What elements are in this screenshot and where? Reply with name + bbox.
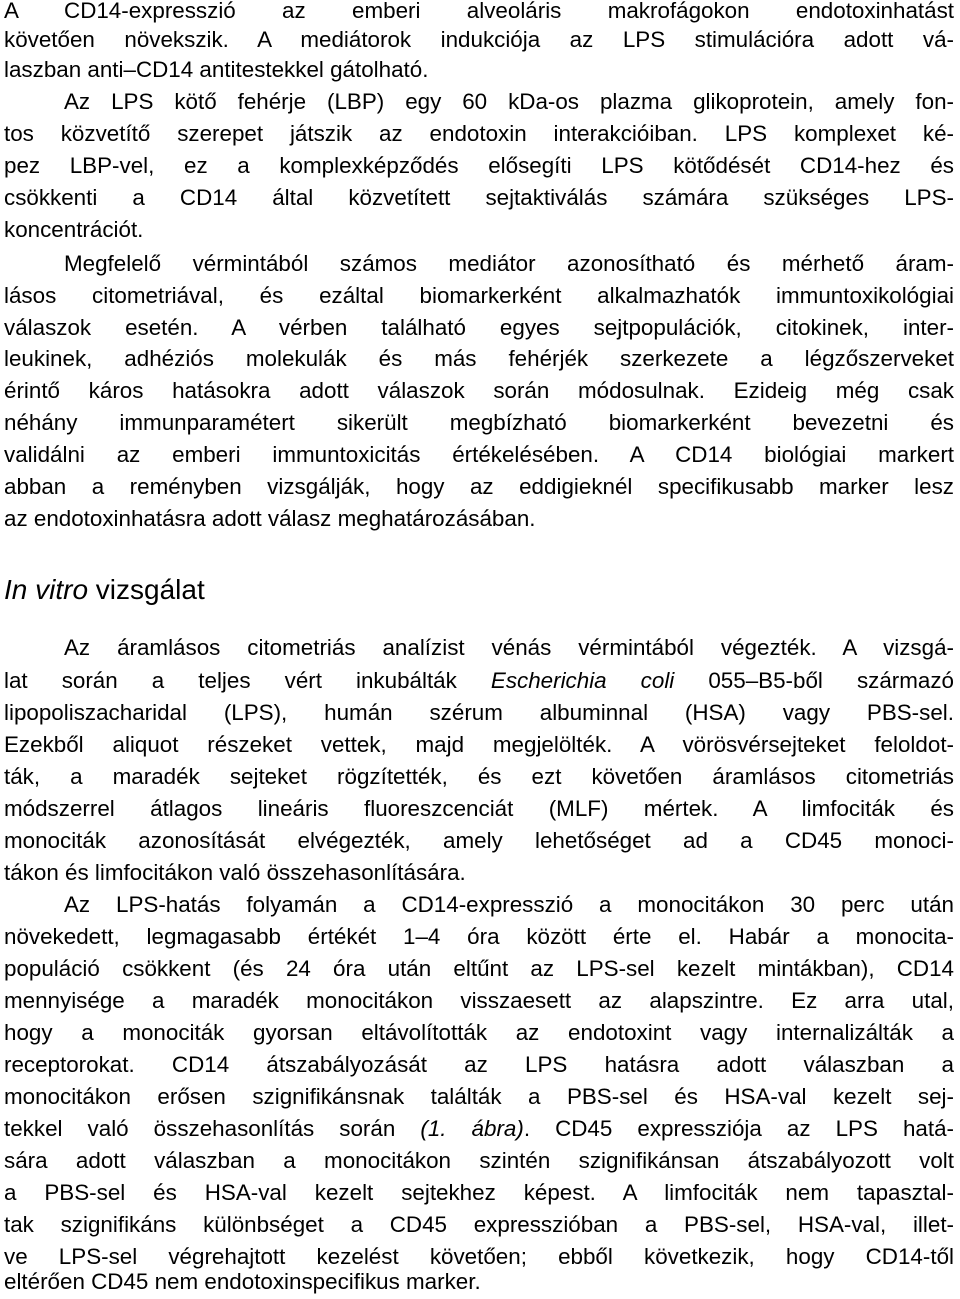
text-line: Az LPS-hatás folyamán a CD14-expresszió a monocitákon 30 perc után	[64, 892, 954, 917]
text-line: lat során a teljes vért inkubálták Escherichia coli 055–B5-ből származó	[4, 668, 955, 693]
text-line: követően növekszik. A mediátorok indukciója az LPS stimulációra adott vá-	[4, 27, 954, 52]
text-line: válaszok esetén. A vérben található egyes sejtpopulációk, citokinek, inter-	[4, 315, 954, 340]
text-line: ták, a maradék sejteket rögzítették, és ezt követően áramlásos citometriás	[4, 764, 954, 789]
text-line: validálni az emberi immuntoxicitás értékelésében. A CD14 biológiai markert	[4, 442, 954, 467]
section-heading-rest: vizsgálat	[88, 574, 205, 605]
text-line: ve LPS-sel végrehajtott kezelést követően; ebből következik, hogy CD14-től	[4, 1244, 954, 1269]
text-line: laszban anti–CD14 antitestekkel gátolható.	[4, 57, 429, 82]
text-line: koncentrációt.	[4, 217, 144, 242]
text-line: növekedett, legmagasabb értékét 1–4 óra között érte el. Habár a monocita-	[4, 924, 954, 949]
text-line: pez LBP-vel, ez a komplexképződés elősegíti LPS kötődését CD14-hez és	[4, 153, 954, 178]
text-line: az endotoxinhatásra adott válasz meghatározásában.	[4, 506, 536, 531]
text-line: sára adott válaszban a monocitákon szintén szignifikánsan átszabályozott volt	[4, 1148, 954, 1173]
text-line: tos közvetítő szerepet játszik az endotoxin interakcióiban. LPS komplexet ké-	[4, 121, 954, 146]
text-line: populáció csökkent (és 24 óra után eltűnt az LPS-sel kezelt mintákban), CD14	[4, 956, 954, 981]
text-line: módszerrel átlagos lineáris fluoreszcenciát (MLF) mértek. A limfociták és	[4, 796, 954, 821]
text-line: monociták azonosítását elvégezték, amely lehetőséget ad a CD45 monoci-	[4, 828, 954, 853]
text-line: Megfelelő vérmintából számos mediátor azonosítható és mérhető áram-	[64, 251, 954, 276]
text-line: érintő káros hatásokra adott válaszok során módosulnak. Ezideig még csak	[4, 378, 954, 403]
text-line: hogy a monociták gyorsan eltávolították az endotoxint vagy internalizálták a	[4, 1020, 954, 1045]
text-line: eltérően CD45 nem endotoxinspecifikus marker.	[4, 1269, 481, 1294]
text-line: tak szignifikáns különbséget a CD45 expresszióban a PBS-sel, HSA-val, illet-	[4, 1212, 954, 1237]
text-line: abban a reményben vizsgálják, hogy az eddigieknél specifikusabb marker lesz	[4, 474, 954, 499]
text-line: lipopoliszacharidal (LPS), humán szérum albuminnal (HSA) vagy PBS-sel.	[4, 700, 954, 725]
section-heading-italic: In vitro	[4, 574, 89, 605]
section-heading	[4, 572, 205, 608]
text-line: leukinek, adhéziós molekulák és más fehérjék szerkezete a légzőszerveket	[4, 346, 954, 371]
text-line: Ezekből aliquot részeket vettek, majd megjelölték. A vörösvérsejteket feloldot-	[4, 732, 954, 757]
text-line: lásos citometriával, és ezáltal biomarkerként alkalmazhatók immuntoxikológiai	[4, 283, 954, 308]
text-line: a PBS-sel és HSA-val kezelt sejtekhez képest. A limfociták nem tapasztal-	[4, 1180, 954, 1205]
text-line: tákon és limfocitákon való összehasonlítására.	[4, 860, 466, 885]
text-line: csökkenti a CD14 által közvetített sejtaktiválás számára szükséges LPS-	[4, 185, 954, 210]
text-line: tekkel való összehasonlítás során (1. ábra). CD45 expressziója az LPS hatá-	[4, 1116, 954, 1141]
text-line: mennyisége a maradék monocitákon visszaesett az alapszintre. Ez arra utal,	[4, 988, 954, 1013]
text-line: A CD14-expresszió az emberi alveoláris makrofágokon endotoxinhatást	[4, 0, 954, 23]
text-line: Az áramlásos citometriás analízist vénás vérmintából végezték. A vizsgá-	[64, 635, 954, 660]
text-line: néhány immunparamétert sikerült megbízható biomarkerként bevezetni és	[4, 410, 954, 435]
text-line: monocitákon erősen szignifikánsnak találták a PBS-sel és HSA-val kezelt sej-	[4, 1084, 954, 1109]
text-line: receptorokat. CD14 átszabályozását az LPS hatásra adott válaszban a	[4, 1052, 954, 1077]
text-line: Az LPS kötő fehérje (LBP) egy 60 kDa-os plazma glikoprotein, amely fon-	[64, 89, 954, 114]
